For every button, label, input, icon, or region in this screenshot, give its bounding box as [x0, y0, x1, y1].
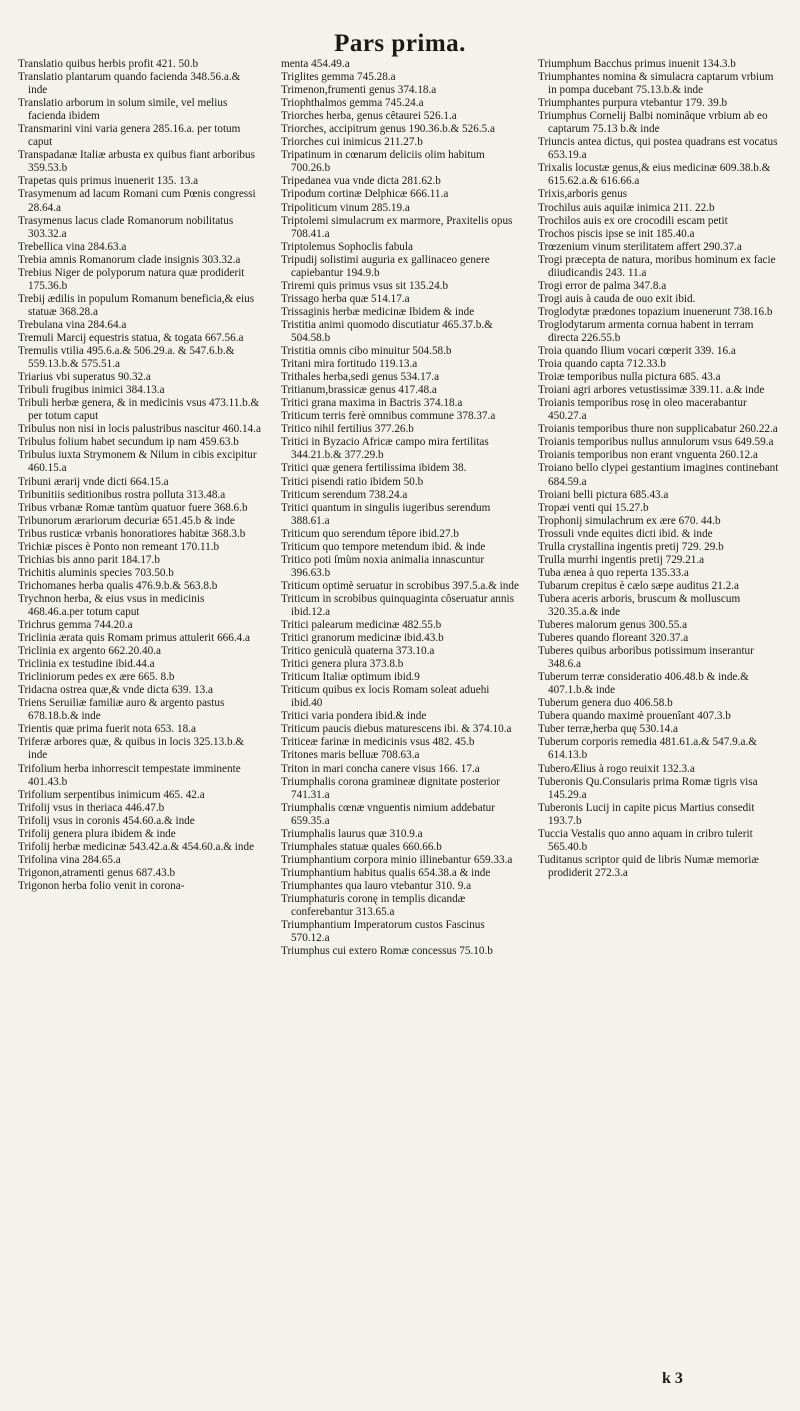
index-entry: Tribuni ærarij vnde dicti 664.15.a: [18, 475, 169, 488]
index-entry: Trichias bis anno parit 184.17.b: [18, 553, 160, 566]
index-entry: Tremuli Marcij equestris statua, & togata 667.56.a: [18, 331, 244, 344]
index-entry: Translatio quibus herbis profit 421. 50.b: [18, 58, 199, 70]
index-entry: Tridacna ostrea quæ,& vnde dicta 639. 13.a: [18, 684, 214, 697]
index-entry: Tropæi venti qui 15.27.b: [538, 501, 649, 514]
index-entry: Tritones maris belluæ 708.63.a: [281, 749, 420, 762]
index-entry: Triton in mari concha canere visus 166. 17.a: [281, 762, 480, 775]
index-entry: Tritico geniculà quaterna 373.10.a: [281, 645, 435, 658]
index-entry: Tripedanea vua vnde dicta 281.62.b: [281, 175, 441, 188]
index-entry: menta 454.49.a: [281, 58, 350, 70]
index-entry: Triumphaturis coronę in templis dicandæ conferebantur 313.65.a: [281, 893, 466, 919]
index-entry: Tuber terræ,herba quę 530.14.a: [538, 723, 679, 736]
index-entry: Tripatinum in cœnarum deliciis olim habitum 700.26.b: [281, 149, 485, 175]
index-entry: Tripodum cortinæ Delphicæ 666.11.a: [281, 188, 449, 201]
index-entry: Triophthalmos gemma 745.24.a: [281, 97, 424, 110]
index-entry: Tribunorum ærariorum decuriæ 651.45.b & inde: [18, 514, 235, 527]
index-entry: Triumphales statuæ quales 660.66.b: [281, 840, 442, 853]
index-entry: Trogi præcepta de natura, moribus hominum ex facie diiudicandis 243. 11.a: [538, 253, 776, 279]
index-entry: Trichitis aluminis species 703.50.b: [18, 566, 174, 579]
index-entry: Tricliniorum pedes ex ære 665. 8.b: [18, 671, 175, 684]
index-entry: Troianis temporibus thure non supplicabatur 260.22.a: [538, 423, 778, 436]
index-entry: Trochilus auis aquilæ inimica 211. 22.b: [538, 201, 715, 214]
index-entry: Troia quando Ilium vocari cœperit 339. 16.a: [538, 345, 736, 358]
index-entry: Trebia amnis Romanorum clade insignis 303.32.a: [18, 253, 241, 266]
index-entry: Triumphalis laurus quæ 310.9.a: [281, 827, 423, 840]
index-entry: Trochos piscis ipse se init 185.40.a: [538, 227, 695, 240]
index-entry: Triumphus cui extero Romæ concessus 75.10.b: [281, 945, 493, 958]
index-entry: Trebij ædilis in populum Romanum beneficia,& eius statuæ 368.28.a: [18, 292, 255, 318]
index-entry: Tuditanus scriptor quid de libris Numæ memoriæ prodiderit 272.3.a: [538, 853, 759, 879]
index-entry: Trasymenus lacus clade Romanorum nobilitatus 303.32.a: [18, 214, 234, 240]
index-entry: Triclinia ex argento 662.20.40.a: [18, 645, 161, 658]
index-entry: Tribuli herbæ genera, & in medicinis vsus 473.11.b.& per totum caput: [18, 397, 260, 423]
index-entry: Tuberes malorum genus 300.55.a: [538, 619, 688, 632]
index-column-left: [18, 58, 262, 1351]
index-entry: Troiani agri arbores vetustissimæ 339.11. a.& inde: [538, 384, 765, 397]
index-entry: Triticum Italiæ optimum ibid.9: [281, 671, 420, 684]
index-entry: Trixis,arboris genus: [538, 188, 628, 201]
index-entry: Tribus rusticæ vrbanis honoratiores habitæ 368.3.b: [18, 527, 246, 540]
index-entry: Triorches cui inimicus 211.27.b: [281, 136, 423, 149]
index-entry: Tritici grana maxima in Bactris 374.18.a: [281, 397, 463, 410]
index-entry: Trebius Niger de polyporum natura quæ prodiderit 175.36.b: [18, 266, 245, 292]
index-entry: Trychnon herba, & eius vsus in medicinis 468.46.a.per totum caput: [18, 592, 205, 618]
index-entry: Tuberum terræ consideratio 406.48.b & inde.& 407.1.b.& inde: [538, 671, 749, 697]
index-entry: Triglites gemma 745.28.a: [281, 71, 396, 84]
index-entry: Trebellica vina 284.63.a: [18, 240, 127, 253]
index-entry: Tritico poti ſmùm noxia animalia innascuntur 396.63.b: [281, 553, 485, 579]
signature-mark: k 3: [662, 1370, 683, 1387]
index-entry: Trophonij simulachrum ex ære 670. 44.b: [538, 514, 721, 527]
index-entry: Tristitia animi quomodo discutiatur 465.37.b.& 504.58.b: [281, 318, 493, 344]
index-entry: Trulla murrhi ingentis pretij 729.21.a: [538, 553, 705, 566]
index-entry: Trapetas quis primus inuenerit 135. 13.a: [18, 175, 199, 188]
index-entry: Trifolium serpentibus inimicum 465. 42.a: [18, 788, 205, 801]
index-entry: Tritico nihil fertilius 377.26.b: [281, 423, 414, 436]
index-entry: Trissago herba quæ 514.17.a: [281, 292, 410, 305]
index-entry: Trifolij herbæ medicinæ 543.42.a.& 454.60.a.& inde: [18, 840, 255, 853]
index-entry: Tubarum crepitus è cælo sæpe auditus 21.2.a: [538, 579, 739, 592]
index-entry: Troglodytarum armenta cornua habent in terram directa 226.55.b: [538, 318, 754, 344]
index-entry: Troianis temporibus rosę in oleo macerabantur 450.27.a: [538, 397, 747, 423]
index-entry: Trifolium herba inhorrescit tempestate imminente 401.43.b: [18, 762, 241, 788]
index-entry: Triremi quis primus vsus sit 135.24.b: [281, 279, 449, 292]
index-entry: Triumphum Bacchus primus inuenit 134.3.b: [538, 58, 736, 70]
index-entry: Tripudij solistimi auguria ex gallinaceo genere capiebantur 194.9.b: [281, 253, 490, 279]
index-entry: Triticum serendum 738.24.a: [281, 488, 408, 501]
index-entry: Trigonon,atramenti genus 687.43.b: [18, 866, 176, 879]
index-entry: Tuberum corporis remedia 481.61.a.& 547.9.a.& 614.13.b: [538, 736, 757, 762]
index-entry: Tubera aceris arboris, bruscum & molluscum 320.35.a.& inde: [538, 592, 741, 618]
index-entry: Triticum in scrobibus quinquaginta côseruatur annis ibid.12.a: [281, 592, 514, 618]
index-entry: Tritici in Byzacio Africæ campo mira fertilitas 344.21.b.& 377.29.b: [281, 436, 489, 462]
index-entry: Tritani mira fortitudo 119.13.a: [281, 358, 418, 371]
index-entry: Trasymenum ad lacum Romani cum Pœnis congressi 28.64.a: [18, 188, 256, 214]
index-entry: Troiæ temporibus nulla pictura 685. 43.a: [538, 371, 721, 384]
index-entry: Triumphantes nomina & simulacra captarum vrbium in pompa ducebant 75.13.b.& inde: [538, 71, 774, 97]
index-entry: Tuberonis Qu.Consularis prima Romæ tigris visa 145.29.a: [538, 775, 758, 801]
index-entry: Triumphantium Imperatorum custos Fascinus 570.12.a: [281, 919, 485, 945]
index-entry: Tremulis vtilia 495.6.a.& 506.29.a. & 547.6.b.& 559.13.b.& 575.51.a: [18, 345, 235, 371]
index-entry: Trichomanes herba qualis 476.9.b.& 563.8.b: [18, 579, 218, 592]
index-entry: Tritici quantum in singulis iugeribus serendum 388.61.a: [281, 501, 491, 527]
index-column-right: [538, 58, 782, 1351]
index-entry: Triclinia ærata quis Romam primus attulerit 666.4.a: [18, 632, 251, 645]
index-entry: Trossuli vnde equites dicti ibid. & inde: [538, 527, 713, 540]
index-entry: Trulla crystallina ingentis pretij 729. 29.b: [538, 540, 724, 553]
index-entry: Tristitia omnis cibo minuitur 504.58.b: [281, 345, 452, 358]
index-entry: Triptolemus Sophoclis fabula: [281, 240, 413, 253]
index-entry: Trifolij genera plura ibidem & inde: [18, 827, 176, 840]
index-entry: Triticeæ farinæ in medicinis vsus 482. 45.b: [281, 736, 475, 749]
index-entry: Triticum quibus ex locis Romam soleat aduehi ibid.40: [281, 684, 490, 710]
index-entry: Tritianum,brassicæ genus 417.48.a: [281, 384, 437, 397]
index-entry: Triticum quo serendum têpore ibid.27.b: [281, 527, 459, 540]
index-entry: Triticum paucis diebus maturescens ibi. & 374.10.a: [281, 723, 512, 736]
index-entry: Trœzenium vinum sterilitatem affert 290.37.a: [538, 240, 742, 253]
index-entry: Troianis temporibus non erant vnguenta 260.12.a: [538, 449, 758, 462]
index-entry: Triumphantium corpora minio illinebantur 659.33.a: [281, 853, 513, 866]
index-entry: Trifolina vina 284.65.a: [18, 853, 121, 866]
index-entry: Transpadanæ Italiæ arbusta ex quibus fiant arboribus 359.53.b: [18, 149, 255, 175]
index-entry: Tritici palearum medicinæ 482.55.b: [281, 619, 442, 632]
index-entry: Tribulus folium habet secundum ip nam 459.63.b: [18, 436, 239, 449]
index-entry: Trigonon herba folio venit in corona-: [18, 879, 185, 892]
index-entry: Translatio arborum in solum simile, vel melius facienda ibidem: [18, 97, 228, 123]
index-entry: Triumphus Cornelij Balbi nominâque vrbium ab eo captarum 75.13 b.& inde: [538, 110, 768, 136]
index-entry: Tubera quando maximè prouenîant 407.3.b: [538, 710, 731, 723]
index-entry: Triticum quo tempore metendum ibid. & inde: [281, 540, 486, 553]
index-entry: Tritici granorum medicinæ ibid.43.b: [281, 632, 444, 645]
index-column-middle: [281, 58, 519, 1351]
index-entry: Trithales herba,sedi genus 534.17.a: [281, 371, 440, 384]
index-entry: Triumphantes purpura vtebantur 179. 39.b: [538, 97, 728, 110]
index-entry: Triptolemi simulacrum ex marmore, Praxitelis opus 708.41.a: [281, 214, 513, 240]
index-entry: Tuberonis Lucij in capite picus Martius consedit 193.7.b: [538, 801, 755, 827]
index-entry: TuberoÆlius à rogo reuixit 132.3.a: [538, 762, 695, 775]
index-entry: Trixalis locustæ genus,& eius medicinæ 609.38.b.& 615.62.a.& 616.66.a: [538, 162, 771, 188]
index-entry: Triclinia ex testudine ibid.44.a: [18, 658, 155, 671]
index-entry: Tritici quæ genera fertilissima ibidem 38.: [281, 462, 467, 475]
index-entry: Tritici genera plura 373.8.b: [281, 658, 404, 671]
index-entry: Tritici varia pondera ibid.& inde: [281, 710, 427, 723]
index-entry: Trissaginis herbæ medicinæ Ibidem & inde: [281, 305, 475, 318]
index-entry: Triumphalis corona gramineæ dignitate posterior 741.31.a: [281, 775, 500, 801]
index-entry: Triticum optimè seruatur in scrobibus 397.5.a.& inde: [281, 579, 519, 592]
index-entry: Trifolij vsus in theriaca 446.47.b: [18, 801, 165, 814]
index-entry: Trogi auis à cauda de ouo exit ibid.: [538, 292, 696, 305]
index-entry: Tuberes quibus arboribus potissimum inserantur 348.6.a: [538, 645, 754, 671]
index-entry: Tuccia Vestalis quo anno aquam in cribro tulerit 565.40.b: [538, 827, 753, 853]
index-entry: Troiano bello clypei gestantium imagines continebant 684.59.a: [538, 462, 779, 488]
index-entry: Tritici pisendi ratio ibidem 50.b: [281, 475, 424, 488]
index-entry: Troglodytæ prædones topazium inuenerunt 738.16.b: [538, 305, 773, 318]
index-entry: Trimenon,frumenti genus 374.18.a: [281, 84, 437, 97]
index-entry: Trichrus gemma 744.20.a: [18, 619, 133, 632]
index-entry: Triumphalis cœnæ vnguentis nimium addebatur 659.35.a: [281, 801, 495, 827]
index-columns: [18, 58, 782, 1351]
index-entry: Triferæ arbores quæ, & quibus in locis 325.13.b.& inde: [18, 736, 245, 762]
index-entry: Trientis quæ prima fuerit nota 653. 18.a: [18, 723, 196, 736]
index-entry: Tripoliticum vinum 285.19.a: [281, 201, 410, 214]
index-entry: Translatio plantarum quando facienda 348.56.a.& inde: [18, 71, 241, 97]
index-entry: Triumphantium habitus qualis 654.38.a & inde: [281, 866, 491, 879]
index-entry: Triorches herba, genus cêtaurei 526.1.a: [281, 110, 457, 123]
index-entry: Transmarini vini varia genera 285.16.a. per totum caput: [18, 123, 241, 149]
index-entry: Triorches, accipitrum genus 190.36.b.& 526.5.a: [281, 123, 495, 136]
index-entry: Trogi error de palma 347.8.a: [538, 279, 667, 292]
index-entry: Troianis temporibus nullus annulorum vsus 649.59.a: [538, 436, 774, 449]
index-entry: Tribus vrbanæ Romæ tantùm quatuor fuere 368.6.b: [18, 501, 248, 514]
index-entry: Trifolij vsus in coronis 454.60.a.& inde: [18, 814, 195, 827]
index-entry: Triumphantes qua lauro vtebantur 310. 9.a: [281, 879, 472, 892]
index-entry: Tuba ænea à quo reperta 135.33.a: [538, 566, 689, 579]
index-entry: Tuberum genera duo 406.58.b: [538, 697, 673, 710]
index-entry: Troia quando capta 712.33.b: [538, 358, 666, 371]
index-entry: Trichiæ pisces è Ponto non remeant 170.11.b: [18, 540, 220, 553]
index-entry: Triticum terris ferè omnibus commune 378.37.a: [281, 410, 496, 423]
index-entry: Triens Seruiliæ familiæ auro & argento pastus 678.18.b.& inde: [18, 697, 225, 723]
index-entry: Triarius vbi superatus 90.32.a: [18, 371, 151, 384]
index-entry: Troiani belli pictura 685.43.a: [538, 488, 669, 501]
index-entry: Tuberes quando floreant 320.37.a: [538, 632, 689, 645]
index-entry: Trochilos auis ex ore crocodili escam petit: [538, 214, 728, 227]
index-entry: Tribuli frugibus inimici 384.13.a: [18, 384, 165, 397]
index-entry: Tribulus non nisi in locis palustribus nascitur 460.14.a: [18, 423, 261, 436]
index-entry: Triuncis antea dictus, qui postea quadrans est vocatus 653.19.a: [538, 136, 778, 162]
index-entry: Tribulus iuxta Strymonem & Nilum in cibis excipitur 460.15.a: [18, 449, 257, 475]
page-header: Pars prima.: [334, 30, 466, 57]
index-entry: Tribunitiis seditionibus rostra polluta 313.48.a: [18, 488, 226, 501]
index-entry: Trebulana vina 284.64.a: [18, 318, 127, 331]
